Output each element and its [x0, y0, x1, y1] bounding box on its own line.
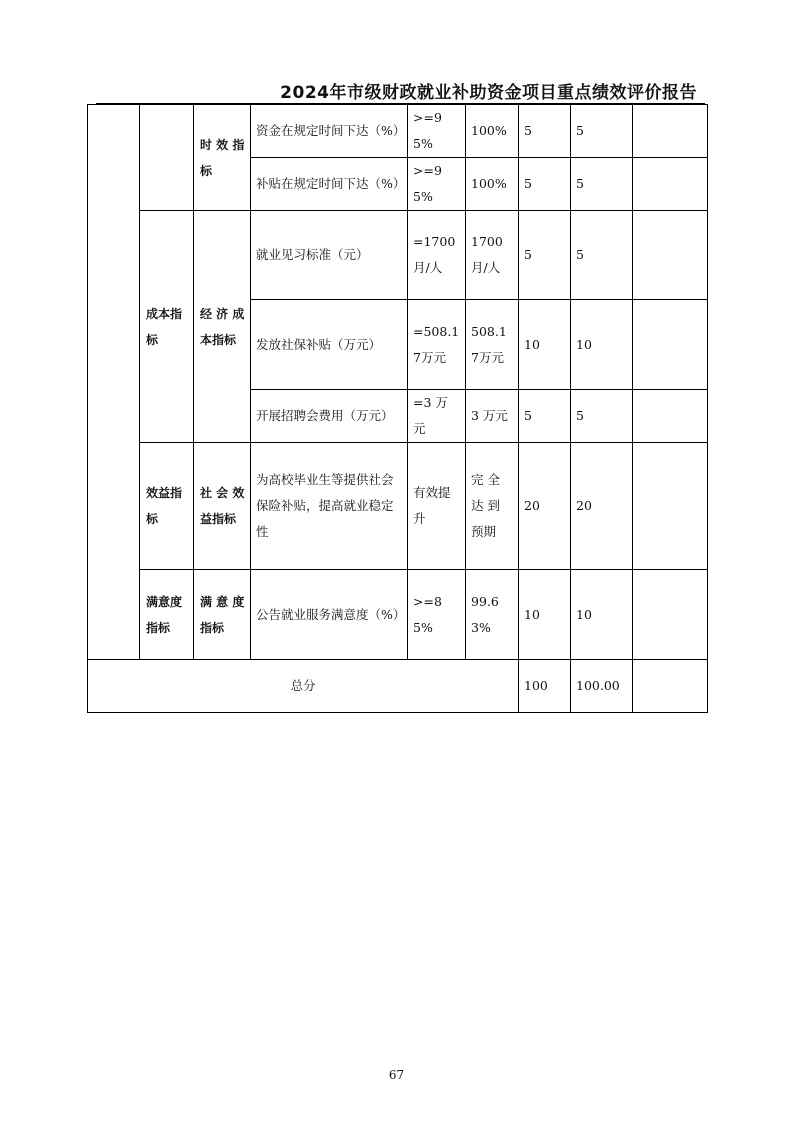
indicator-cell: 资金在规定时间下达（%）: [251, 105, 408, 158]
actual-value-cell: 100%: [466, 105, 519, 158]
table-row: [88, 105, 708, 158]
indicator-cell: 开展招聘会费用（万元）: [251, 390, 408, 443]
indicator-cell: 补贴在规定时间下达（%）: [251, 158, 408, 211]
weight-cell: 5: [519, 211, 571, 300]
actual-value-cell: 99.63%: [466, 570, 519, 660]
second-level-indicator-cell: 成本指 标: [140, 211, 194, 443]
third-level-indicator-cell: 满 意 度 指标: [194, 570, 251, 660]
actual-value-cell: 完 全 达 到 预期: [466, 443, 519, 570]
target-value-cell: 有效提 升: [408, 443, 466, 570]
total-score: 100.00: [571, 660, 633, 713]
evaluation-table: [87, 104, 708, 713]
target-value-cell: >=95%: [408, 158, 466, 211]
table-row: [88, 570, 708, 660]
second-level-indicator-cell: 效益指 标: [140, 443, 194, 570]
second-level-indicator-cell: 满意度 指标: [140, 570, 194, 660]
weight-cell: 10: [519, 300, 571, 390]
target-value-cell: =1700 月/人: [408, 211, 466, 300]
remark-cell: [633, 211, 708, 300]
remark-cell: [633, 443, 708, 570]
indicator-cell: 公告就业服务满意度（%）: [251, 570, 408, 660]
weight-cell: 5: [519, 390, 571, 443]
score-cell: 10: [571, 300, 633, 390]
total-row: [88, 660, 708, 713]
weight-cell: 20: [519, 443, 571, 570]
page-number: 67: [388, 1068, 405, 1082]
target-value-cell: >=95%: [408, 105, 466, 158]
weight-cell: 10: [519, 570, 571, 660]
target-value-cell: >=85%: [408, 570, 466, 660]
target-value-cell: =3 万元: [408, 390, 466, 443]
actual-value-cell: 100%: [466, 158, 519, 211]
indicator-cell: 为高校毕业生等提供社会保险补贴，提高就业稳定性: [251, 443, 408, 570]
first-level-indicator-cell: [88, 105, 140, 660]
total-remark: [633, 660, 708, 713]
remark-cell: [633, 390, 708, 443]
third-level-indicator-cell: 时 效 指 标: [194, 105, 251, 211]
indicator-cell: 就业见习标准（元）: [251, 211, 408, 300]
third-level-indicator-cell: 社 会 效 益指标: [194, 443, 251, 570]
table-row: [88, 443, 708, 570]
score-cell: 20: [571, 443, 633, 570]
score-cell: 5: [571, 105, 633, 158]
indicator-cell: 发放社保补贴（万元）: [251, 300, 408, 390]
total-weight: 100: [519, 660, 571, 713]
remark-cell: [633, 158, 708, 211]
remark-cell: [633, 300, 708, 390]
total-label: 总分: [88, 660, 519, 713]
second-level-indicator-cell: [140, 105, 194, 211]
weight-cell: 5: [519, 158, 571, 211]
score-cell: 5: [571, 158, 633, 211]
score-cell: 5: [571, 211, 633, 300]
remark-cell: [633, 105, 708, 158]
third-level-indicator-cell: 经 济 成 本指标: [194, 211, 251, 443]
actual-value-cell: 1700 月/人: [466, 211, 519, 300]
report-title: 2024年市级财政就业补助资金项目重点绩效评价报告: [280, 83, 697, 103]
table-row: [88, 211, 708, 300]
score-cell: 10: [571, 570, 633, 660]
actual-value-cell: 508.17万元: [466, 300, 519, 390]
target-value-cell: =508.17万元: [408, 300, 466, 390]
weight-cell: 5: [519, 105, 571, 158]
score-cell: 5: [571, 390, 633, 443]
actual-value-cell: 3 万元: [466, 390, 519, 443]
remark-cell: [633, 570, 708, 660]
